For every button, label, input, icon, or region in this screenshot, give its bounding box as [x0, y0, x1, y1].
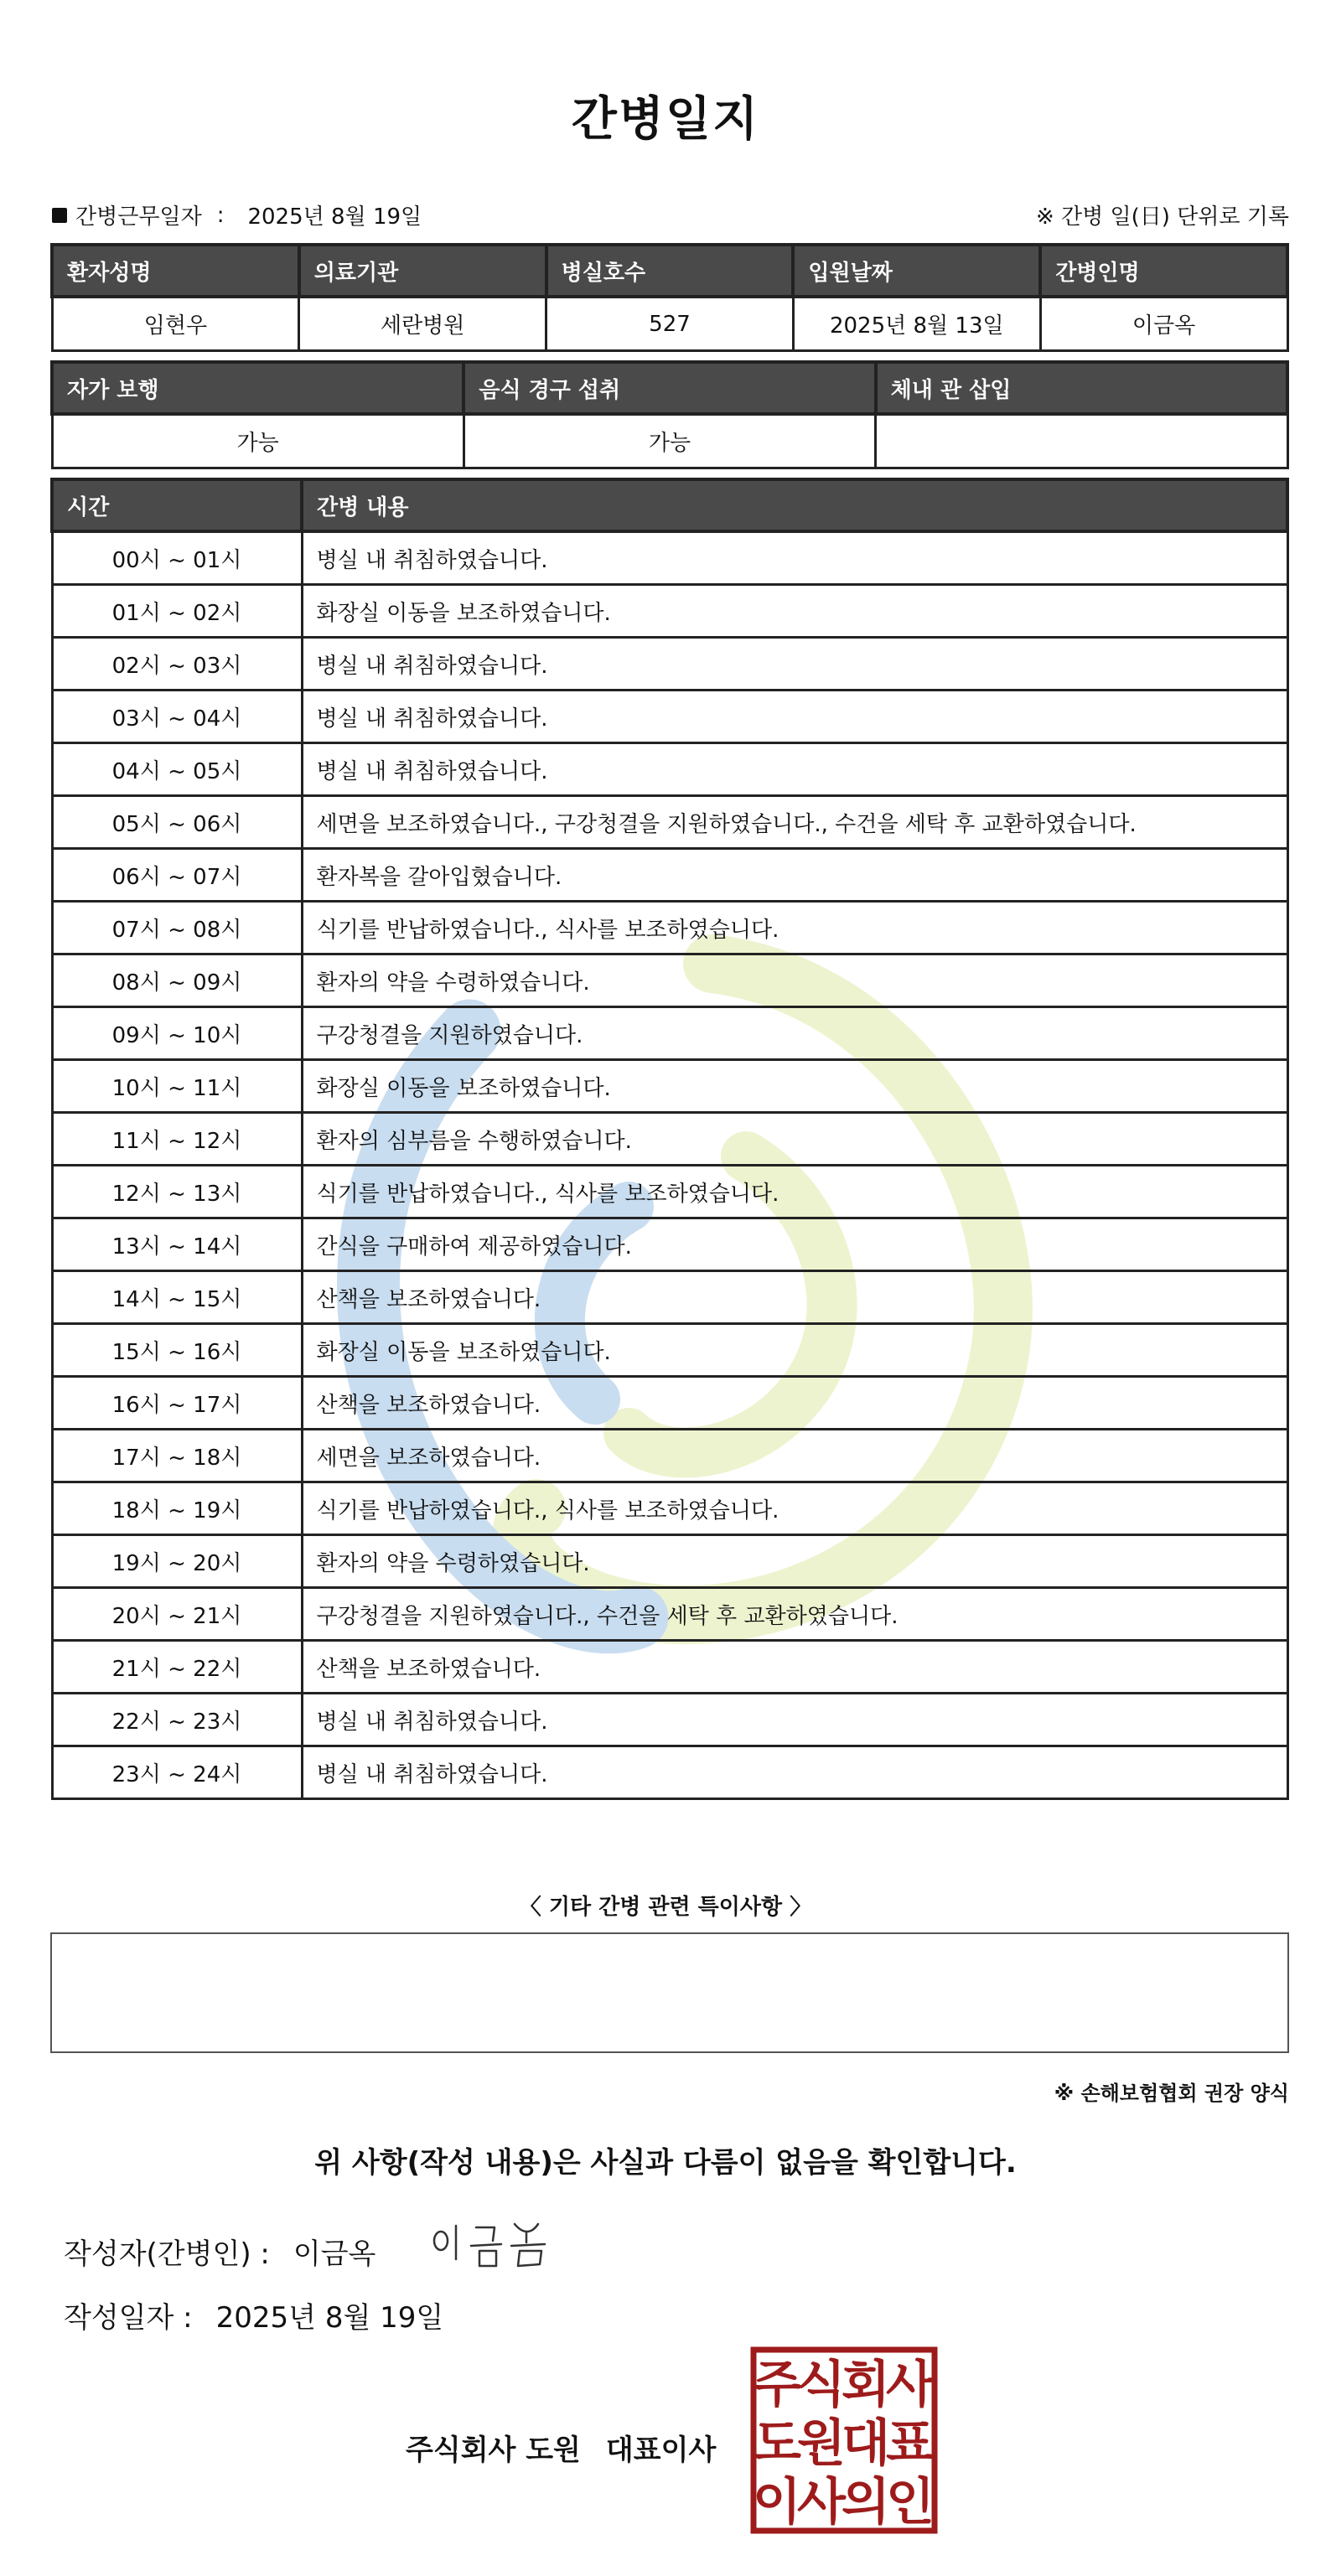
care-log-content: 환자의 약을 수령하였습니다. — [302, 954, 1287, 1007]
care-log-time: 11시 ~ 12시 — [52, 1113, 302, 1166]
care-log-content: 산책을 보조하였습니다. — [302, 1377, 1287, 1430]
patient-info-value-row — [52, 297, 1287, 351]
care-log-row — [52, 902, 1287, 954]
care-log-content: 환자복을 갈아입혔습니다. — [302, 849, 1287, 902]
written-date-line — [64, 2294, 443, 2335]
care-log-row — [52, 954, 1287, 1007]
room-number-value: 527 — [546, 297, 794, 351]
care-log-content: 세면을 보조하였습니다. — [302, 1430, 1287, 1482]
special-notes-box — [50, 1932, 1289, 2053]
patient-name-header: 환자성명 — [52, 245, 299, 297]
patient-status-value-row — [52, 414, 1287, 468]
care-log-content: 환자의 약을 수령하였습니다. — [302, 1535, 1287, 1588]
care-log-content: 화장실 이동을 보조하였습니다. — [302, 1060, 1287, 1113]
work-date-separator: : — [216, 202, 225, 228]
care-log-time: 00시 ~ 01시 — [52, 531, 302, 585]
admission-date-value: 2025년 8월 13일 — [793, 297, 1040, 351]
stamp-character: 식 — [797, 2356, 846, 2414]
care-log-time: 10시 ~ 11시 — [52, 1060, 302, 1113]
patient-name-value: 임현우 — [52, 297, 299, 351]
care-log-row — [52, 1007, 1287, 1060]
care-log-time: 06시 ~ 07시 — [52, 849, 302, 902]
care-log-time: 09시 ~ 10시 — [52, 1007, 302, 1060]
care-log-content: 산책을 보조하였습니다. — [302, 1641, 1287, 1694]
care-log-time: 20시 ~ 21시 — [52, 1588, 302, 1641]
care-log-content: 세면을 보조하였습니다., 구강청결을 지원하였습니다., 수건을 세탁 후 교환하였습니다. — [302, 796, 1287, 849]
patient-status-header-row — [52, 362, 1287, 414]
care-log-time: 22시 ~ 23시 — [52, 1694, 302, 1746]
stamp-character: 주 — [753, 2356, 801, 2414]
oral-intake-value: 가능 — [464, 414, 875, 468]
time-header: 시간 — [52, 479, 302, 531]
care-log-time: 17시 ~ 18시 — [52, 1430, 302, 1482]
care-log-row — [52, 1430, 1287, 1482]
care-log-row — [52, 531, 1287, 585]
care-log-time: 23시 ~ 24시 — [52, 1746, 302, 1799]
care-log-row — [52, 796, 1287, 849]
tube-insertion-value — [876, 414, 1287, 468]
care-log-row — [52, 1641, 1287, 1694]
care-content-header: 간병 내용 — [302, 479, 1287, 531]
care-log-content: 병실 내 취침하였습니다. — [302, 691, 1287, 743]
stamp-character: 사 — [797, 2473, 846, 2532]
patient-info-header-row — [52, 245, 1287, 297]
care-log-time: 14시 ~ 15시 — [52, 1271, 302, 1324]
work-date-value: 2025년 8월 19일 — [247, 204, 422, 230]
care-log-time: 05시 ~ 06시 — [52, 796, 302, 849]
company-line — [406, 2427, 716, 2468]
care-log-row — [52, 1271, 1287, 1324]
care-log-time: 18시 ~ 19시 — [52, 1482, 302, 1535]
care-log-content: 식기를 반납하였습니다., 식사를 보조하였습니다. — [302, 1482, 1287, 1535]
care-log-content: 식기를 반납하였습니다., 식사를 보조하였습니다. — [302, 902, 1287, 954]
care-log-time: 08시 ~ 09시 — [52, 954, 302, 1007]
care-log-time: 04시 ~ 05시 — [52, 743, 302, 796]
special-notes-title: 〈 기타 간병 관련 특이사항 〉 — [519, 1895, 812, 1920]
representative-title: 대표이사 — [605, 2434, 717, 2467]
care-log-content: 식기를 반납하였습니다., 식사를 보조하였습니다. — [302, 1166, 1287, 1218]
care-log-table — [50, 478, 1289, 1800]
care-log-content: 병실 내 취침하였습니다. — [302, 743, 1287, 796]
care-log-content: 화장실 이동을 보조하였습니다. — [302, 1324, 1287, 1377]
self-walking-header: 자가 보행 — [52, 362, 464, 414]
company-name: 주식회사 도원 — [406, 2434, 581, 2467]
room-number-header: 병실호수 — [546, 245, 794, 297]
care-log-row — [52, 1377, 1287, 1430]
care-log-content: 병실 내 취침하였습니다. — [302, 638, 1287, 691]
care-log-content: 구강청결을 지원하였습니다., 수건을 세탁 후 교환하였습니다. — [302, 1588, 1287, 1641]
care-log-time: 01시 ~ 02시 — [52, 585, 302, 638]
writer-label: 작성자(간병인) : — [64, 2237, 270, 2271]
caregiver-name-header: 간병인명 — [1040, 245, 1287, 297]
care-log-content: 간식을 구매하여 제공하였습니다. — [302, 1218, 1287, 1271]
writer-line — [64, 2231, 375, 2272]
recommended-form-note: ※ 손해보험협회 권장 양식 — [1054, 2082, 1289, 2105]
care-log-row — [52, 1324, 1287, 1377]
daily-record-note: ※ 간병 일(日) 단위로 기록 — [1035, 204, 1289, 230]
care-log-row — [52, 1482, 1287, 1535]
self-walking-value: 가능 — [52, 414, 464, 468]
stamp-character: 인 — [886, 2473, 935, 2532]
care-log-time: 03시 ~ 04시 — [52, 691, 302, 743]
care-log-content: 병실 내 취침하였습니다. — [302, 531, 1287, 585]
confirmation-statement: 위 사항(작성 내용)은 사실과 다름이 없음을 확인합니다. — [314, 2146, 1017, 2180]
oral-intake-header: 음식 경구 섭취 — [464, 362, 875, 414]
care-log-content: 병실 내 취침하였습니다. — [302, 1694, 1287, 1746]
care-log-row — [52, 1060, 1287, 1113]
care-log-content: 환자의 심부름을 수행하였습니다. — [302, 1113, 1287, 1166]
care-log-row — [52, 638, 1287, 691]
care-log-time: 02시 ~ 03시 — [52, 638, 302, 691]
care-log-content: 산책을 보조하였습니다. — [302, 1271, 1287, 1324]
stamp-character: 원 — [797, 2414, 846, 2473]
care-log-row — [52, 1694, 1287, 1746]
care-log-row — [52, 1218, 1287, 1271]
work-date-row — [52, 199, 422, 230]
page-title: 간병일지 — [571, 92, 760, 147]
stamp-character: 도 — [753, 2414, 801, 2473]
stamp-character: 회 — [842, 2356, 890, 2414]
written-date-value: 2025년 8월 19일 — [215, 2301, 444, 2335]
stamp-character: 의 — [842, 2473, 890, 2532]
care-log-time: 07시 ~ 08시 — [52, 902, 302, 954]
care-log-row — [52, 1166, 1287, 1218]
stamp-character: 대 — [842, 2414, 890, 2473]
stamp-character: 사 — [886, 2356, 935, 2414]
care-log-row — [52, 1535, 1287, 1588]
care-log-row — [52, 1588, 1287, 1641]
patient-info-table — [50, 243, 1289, 352]
care-log-content: 구강청결을 지원하였습니다. — [302, 1007, 1287, 1060]
care-log-content: 화장실 이동을 보조하였습니다. — [302, 585, 1287, 638]
written-date-label: 작성일자 : — [64, 2301, 193, 2335]
care-log-row — [52, 691, 1287, 743]
handwritten-signature-icon — [427, 2216, 562, 2274]
work-date-label: 간병근무일자 — [75, 204, 202, 230]
patient-status-table — [50, 360, 1289, 469]
care-log-row — [52, 1113, 1287, 1166]
care-log-time: 12시 ~ 13시 — [52, 1166, 302, 1218]
writer-name: 이금옥 — [293, 2237, 376, 2271]
care-log-row — [52, 743, 1287, 796]
care-log-header-row — [52, 479, 1287, 531]
bullet-square-icon — [52, 208, 67, 223]
care-log-row — [52, 849, 1287, 902]
hospital-header: 의료기관 — [299, 245, 546, 297]
admission-date-header: 입원날짜 — [793, 245, 1040, 297]
care-log-time: 13시 ~ 14시 — [52, 1218, 302, 1271]
care-log-row — [52, 1746, 1287, 1799]
stamp-character: 표 — [886, 2414, 935, 2473]
care-log-content: 병실 내 취침하였습니다. — [302, 1746, 1287, 1799]
company-seal-stamp — [750, 2346, 938, 2534]
care-log-time: 15시 ~ 16시 — [52, 1324, 302, 1377]
caregiver-name-value: 이금옥 — [1040, 297, 1287, 351]
hospital-value: 세란병원 — [299, 297, 546, 351]
care-log-time: 21시 ~ 22시 — [52, 1641, 302, 1694]
stamp-character: 이 — [753, 2473, 801, 2532]
care-log-time: 19시 ~ 20시 — [52, 1535, 302, 1588]
care-log-time: 16시 ~ 17시 — [52, 1377, 302, 1430]
tube-insertion-header: 체내 관 삽입 — [876, 362, 1287, 414]
care-log-row — [52, 585, 1287, 638]
